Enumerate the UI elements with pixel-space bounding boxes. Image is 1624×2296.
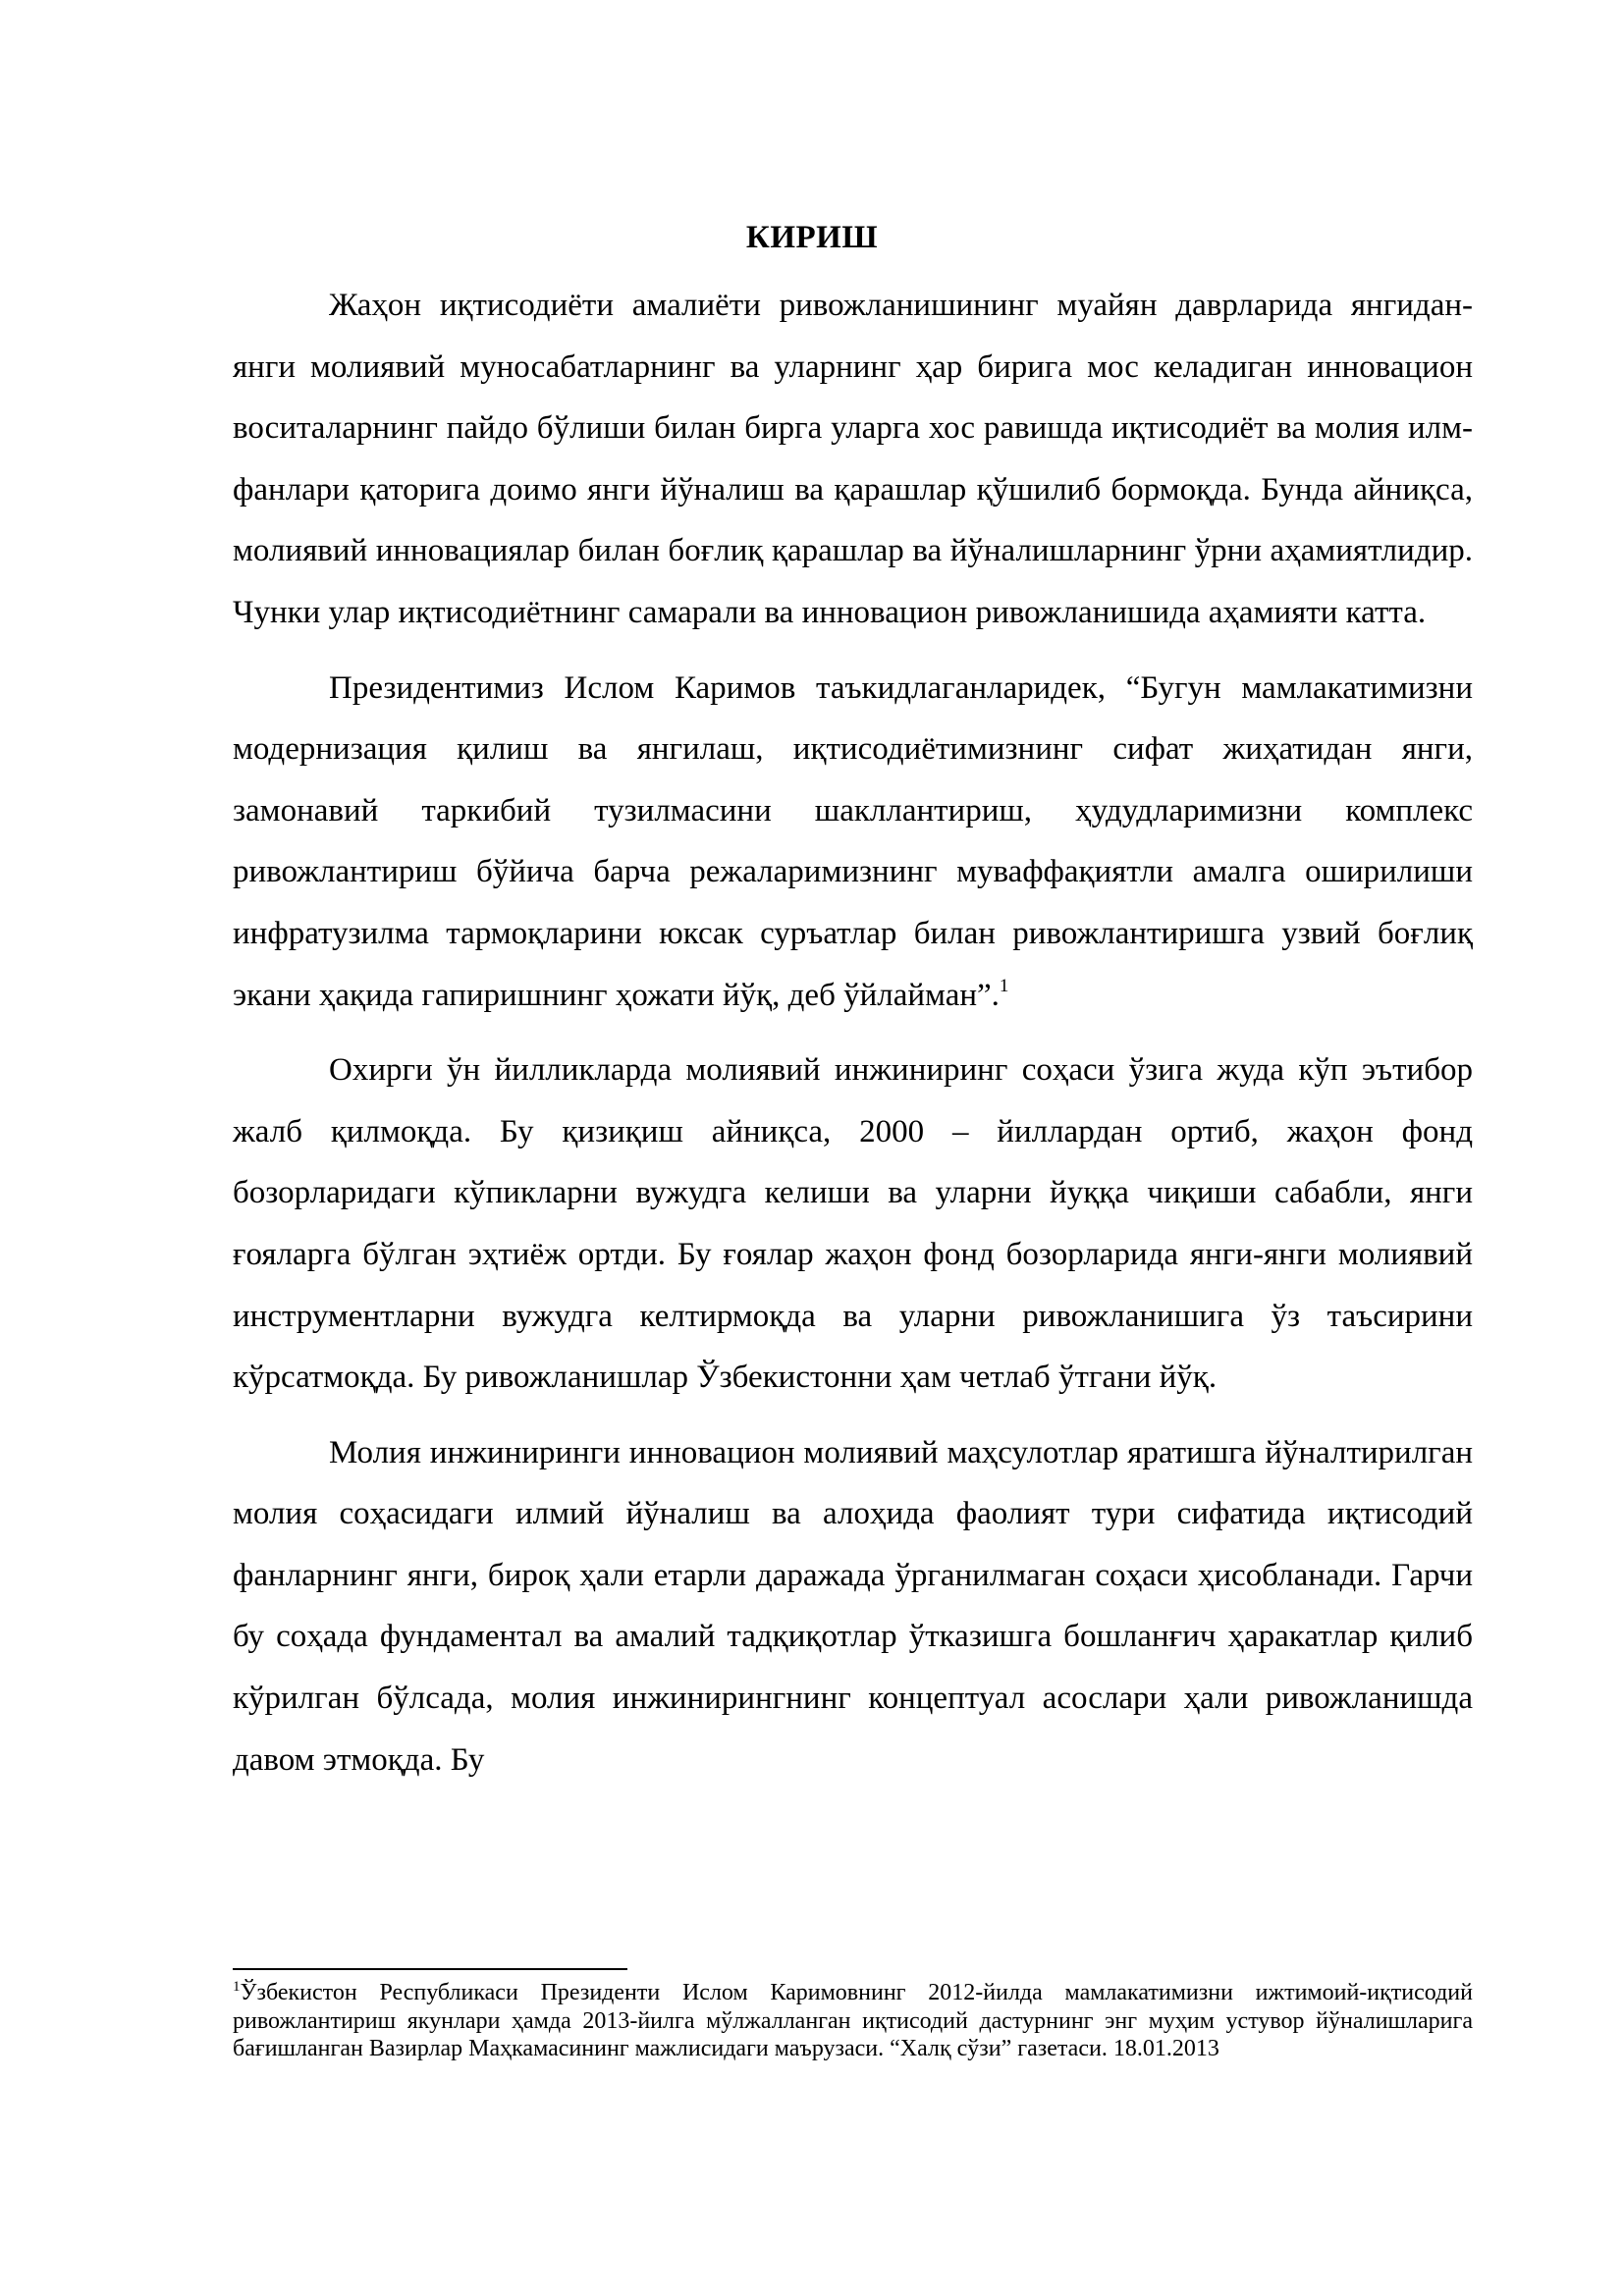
paragraph-2	[233, 658, 1473, 1027]
footnote-reference[interactable]: 1	[999, 975, 1009, 996]
paragraph-1	[233, 275, 1473, 644]
paragraph-2-text: Президентимиз Ислом Каримов таъкидлаганларидек, “Бугун мамлакатимизни модернизация қилиш ва янгилаш, иқтисодиётимизнинг сифат жиҳатидан янги, замонавий таркибий тузилмасини шакллантириш, ҳудудларимизни комплекс ривожлантириш бўйича барча режаларимизнинг муваффақиятли амалга оширилиши инфратузилма тармоқларини юксак суръатлар билан ривожлантиришга узвий боғлиқ экани ҳақида гапиришнинг ҳожати йўқ, деб ўйлайман”.	[233, 669, 1473, 1013]
footnote-separator	[233, 1968, 627, 1970]
paragraph-3-text: Охирги ўн йилликларда молиявий инжиниринг соҳаси ўзига жуда кўп эътибор жалб қилмоқда. Бу қизиқиш айниқса, 2000 – йиллардан ортиб, жаҳон фонд бозорларидаги кўпикларни вужудга келиши ва уларни йуққа чиқиши сабабли, янги ғояларга бўлган эҳтиёж ортди. Бу ғоялар жаҳон фонд бозорларида янги-янги молиявий инструментларни вужудга келтирмоқда ва уларни ривожланишига ўз таъсирини кўрсатмоқда. Бу ривожланишлар Ўзбекистонни ҳам четлаб ўтгани йўқ.	[233, 1052, 1473, 1396]
footnote-text: Ўзбекистон Республикаси Президенти Ислом Каримовнинг 2012-йилда мамлакатимизни ижтимоий-иқтисодий ривожлантириш якунлари ҳамда 2013-йилга мўлжалланган иқтисодий дастурнинг энг муҳим устувор йўналишларига бағишланган Вазирлар Маҳкамасининг мажлисидаги маърузаси. “Халқ сўзи” газетаси. 18.01.2013	[233, 1980, 1473, 2061]
paragraph-4-text: Молия инжиниринги инновацион молиявий маҳсулотлар яратишга йўналтирилган молия соҳасидаги илмий йўналиш ва алоҳида фаолият тури сифатида иқтисодий фанларнинг янги, бироқ ҳали етарли даражада ўрганилмаган соҳаси ҳисобланади. Гарчи бу соҳада фундаментал ва амалий тадқиқотлар ўтказишга бошланғич ҳаракатлар қилиб кўрилган бўлсада, молия инжинирингнинг концептуал асослари ҳали ривожланишда давом этмоқда. Бу	[233, 1434, 1473, 1778]
section-heading: КИРИШ	[745, 220, 879, 255]
paragraph-4	[233, 1422, 1473, 1791]
paragraph-3	[233, 1040, 1473, 1409]
body-text	[233, 275, 1473, 1790]
footnote-marker: 1	[233, 1979, 241, 1995]
paragraph-1-text: Жаҳон иқтисодиёти амалиёти ривожланишининг муайян даврларида янгидан-янги молиявий муносабатларнинг ва уларнинг ҳар бирига мос келадиган инновацион воситаларнинг пайдо бўлиши билан бирга уларга хос равишда иқтисодиёт ва молия илм-фанлари қаторига доимо янги йўналиш ва қарашлар қўшилиб бормоқда. Бунда айниқса, молиявий инновациялар билан боғлиқ қарашлар ва йўналишларнинг ўрни аҳамиятлидир. Чунки улар иқтисодиётнинг самарали ва инновацион ривожланишида аҳамияти катта.	[233, 288, 1473, 630]
footnote	[233, 1979, 1473, 2063]
